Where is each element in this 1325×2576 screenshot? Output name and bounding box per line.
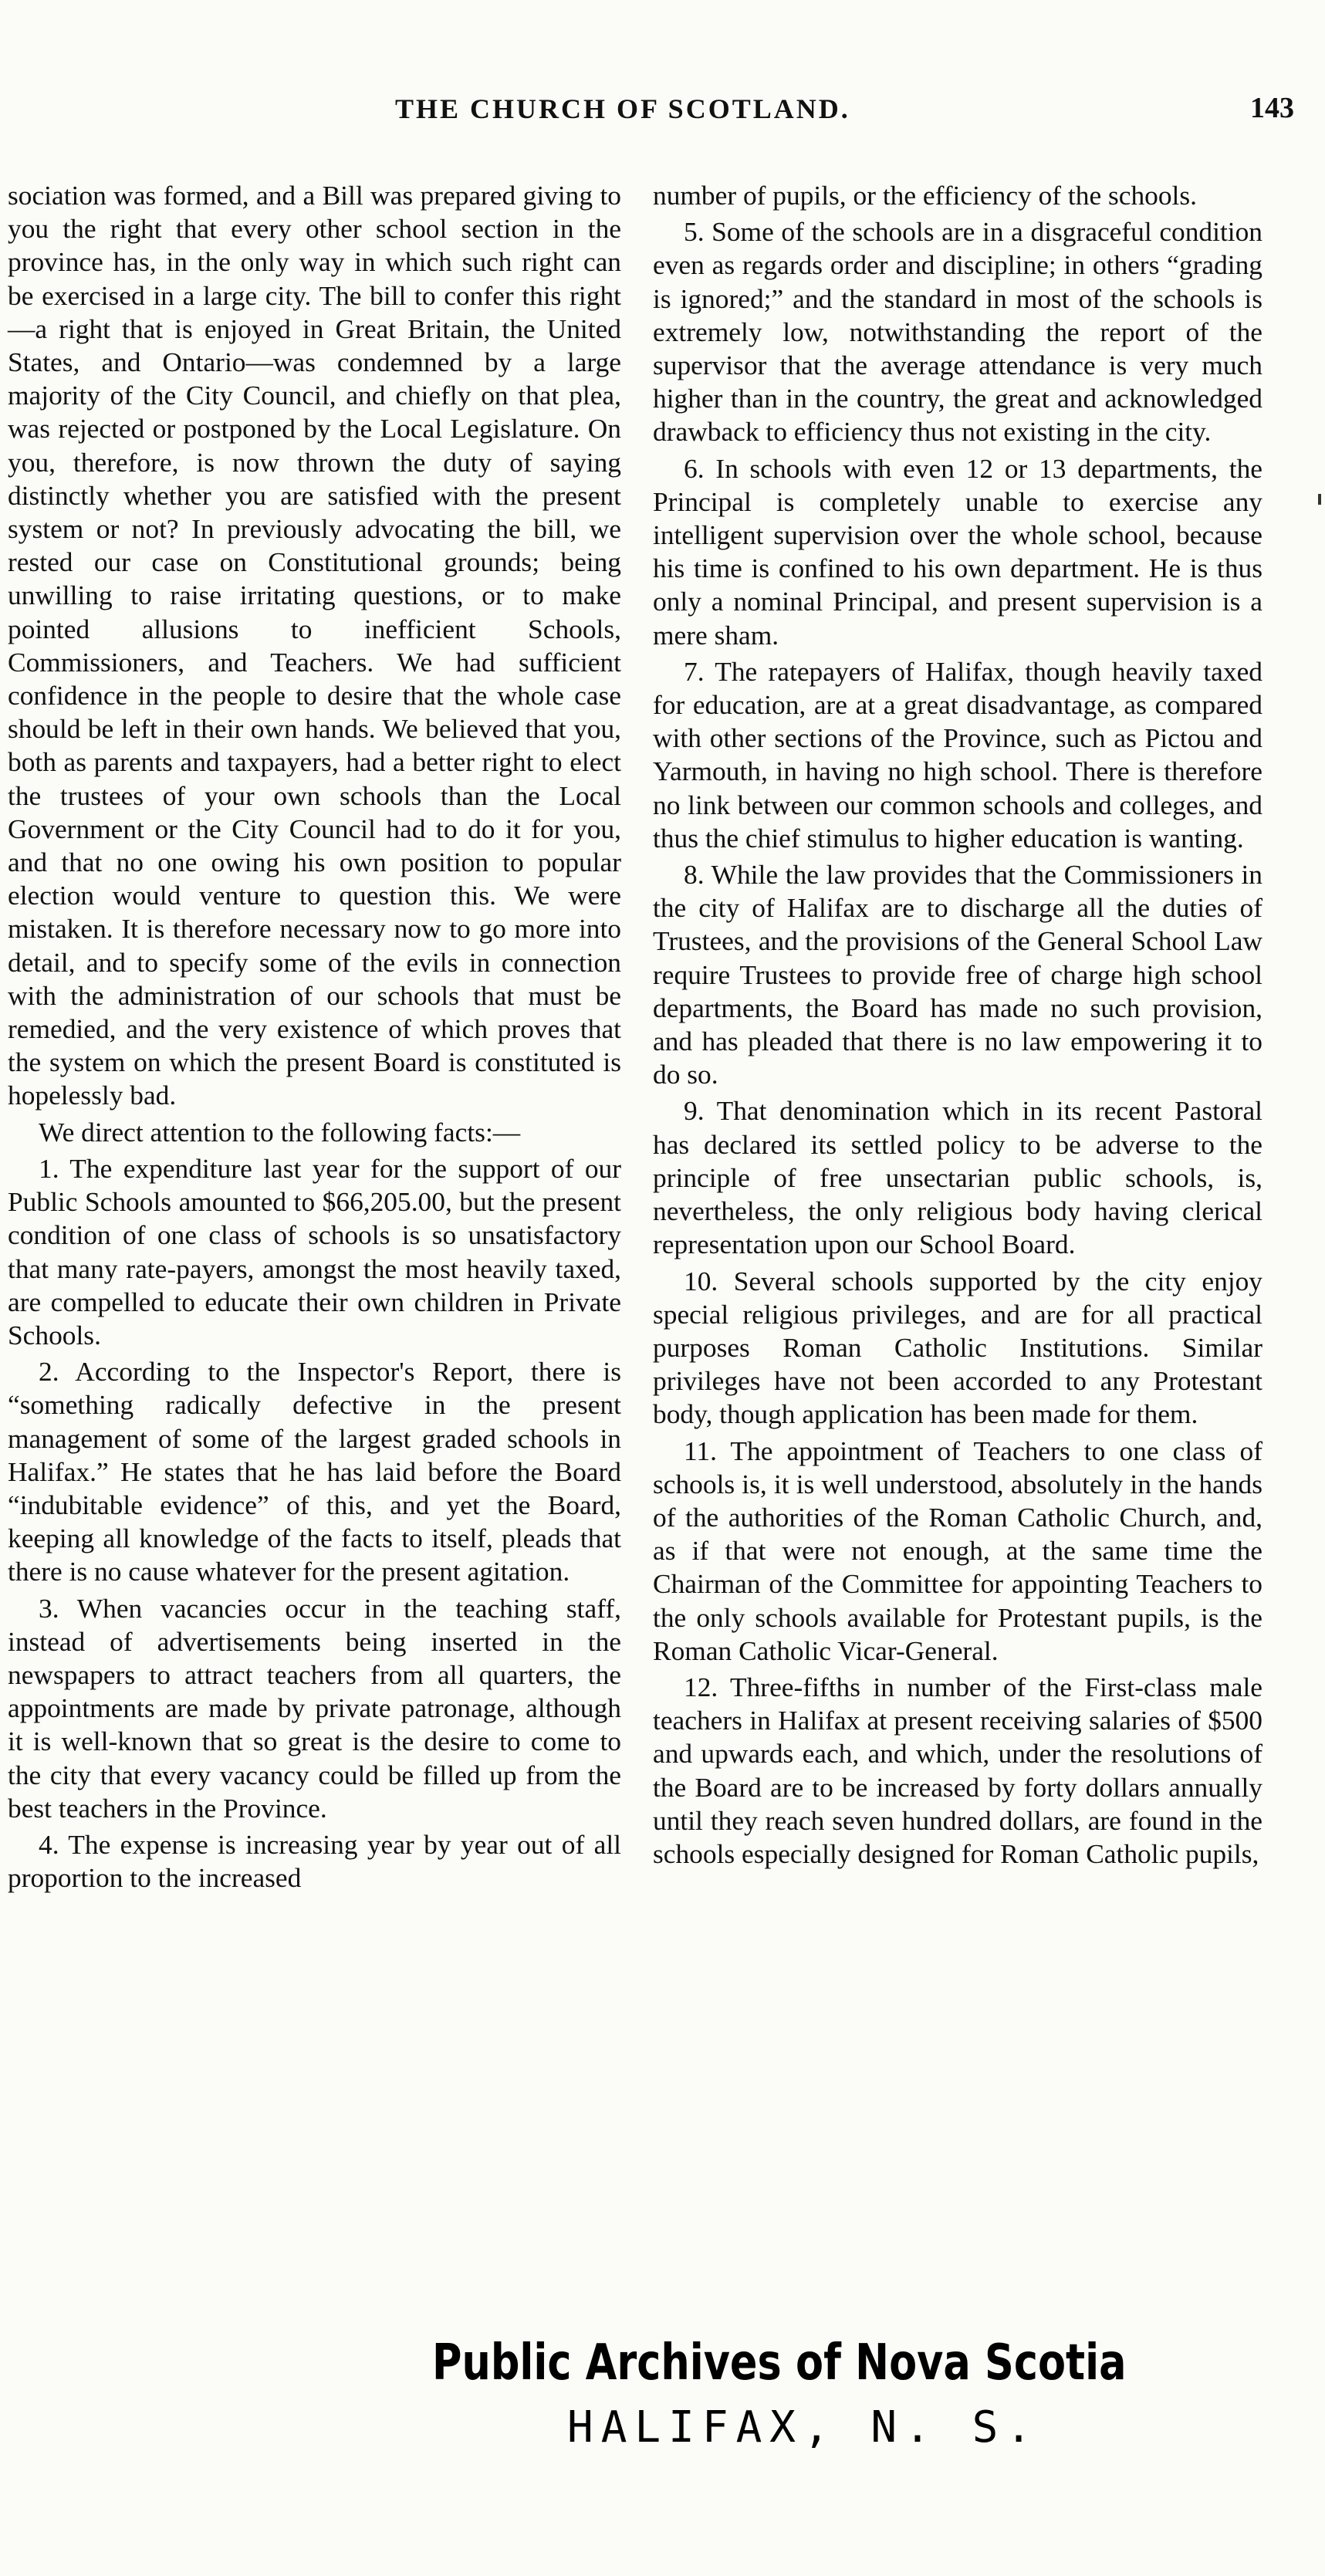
paragraph-fact-10: 10. Several schools supported by the city enjoy special religious privileges, and are for all practical purposes Roman Catholic Institutions. Similar privileges have not been accorded to any Protestant body, though application has been made for them. [653,1265,1262,1430]
paragraph-fact-4-continuation: number of pupils, or the efficiency of the schools. [653,180,1198,211]
running-title: THE CHURCH OF SCOTLAND. [395,93,850,124]
paragraph-fact-6: 6. In schools with even 12 or 13 departments, the Principal is completely unable to exercise any intelligent supervision over the whole school, because his time is confined to his own department. He is thus only a nominal Principal, and present supervision is a mere sham. [653,452,1262,651]
margin-mark [1318,494,1321,505]
paragraph-fact-1: 1. The expenditure last year for the support of our Public Schools amounted to $66,205.00, but the present condition of one class of schools is so unsatisfactory that many rate-payers, amongst the most heavily taxed, are compelled to educate their own children in Private Schools. [8,1152,621,1351]
archive-stamp-location: HALIFAX, N. S. [567,2402,1040,2453]
paragraph-fact-5: 5. Some of the schools are in a disgraceful condition even as regards order and discipline; in others “grading is ignored;” and the standard in most of the schools is extremely low, notwithstanding the report of the supervisor that the average attendance is very much higher than in the country, the great and acknowledged drawback to efficiency thus not existing in the city. [653,216,1262,448]
archive-stamp-name: Public Archives of Nova Scotia [432,2334,1127,2392]
paragraph-fact-12: 12. Three-fifths in number of the First-class male teachers in Halifax at present receiving salaries of $500 and upwards each, and which, under the resolutions of the Board are to be increased by forty dollars annually until they reach seven hundred dollars, are found in the schools especially designed for Roman Catholic pupils, [653,1671,1262,1869]
paragraph-fact-2: 2. According to the Inspector's Report, there is “something radically defective in the present management of some of the largest graded schools in Halifax.” He states that he has laid before the Board “indubitable evidence” of this, and yet the Board, keeping all knowledge of the facts to itself, pleads that there is no cause whatever for the present agitation. [8,1356,621,1587]
paragraph-fact-4: 4. The expense is increasing year by year out of all proportion to the increased [8,1828,621,1894]
archive-stamp [432,2334,1127,2453]
right-column [653,179,1262,1874]
left-column [8,179,621,1898]
paragraph-fact-11: 11. The appointment of Teachers to one class of schools is, it is well understood, absolutely in the hands of the authorities of the Roman Catholic Church, and, as if that were not enough, at the same time the Chairman of the Committee for appointing Teachers to the only schools available for Protestant pupils, is the Roman Catholic Vicar-General. [653,1435,1262,1666]
paragraph-fact-8: 8. While the law provides that the Commissioners in the city of Halifax are to discharge all the duties of Trustees, and the provisions of the General School Law require Trustees to provide free of charge high school departments, the Board has made no such provision, and has pleaded that there is no law empowering it to do so. [653,859,1262,1090]
paragraph-facts-lead: We direct attention to the following facts:— [39,1116,521,1148]
paragraph-fact-9: 9. That denomination which in its recent Pastoral has declared its settled policy to be adverse to the principle of free unsectarian public schools, is, nevertheless, the only religious body having clerical representation upon our School Board. [653,1095,1262,1260]
paragraph-intro-continuation: sociation was formed, and a Bill was prepared giving to you the right that every other school section in the province has, in the only way in which such right can be exercised in a large city. The bill to confer this right—a right that is enjoyed in Great Britain, the United States, and Ontario—was condemned by a large majority of the City Council, and chiefly on that plea, was rejected or postponed by the Local Legislature. On you, therefore, is now thrown the duty of saying distinctly whether you are satisfied with the present system or not? In previously advocating the bill, we rested our case on Constitutional grounds; being unwilling to raise irritating questions, or to make pointed allusions to inefficient Schools, Commissioners, and Teachers. We had sufficient confidence in the people to desire that the whole case should be left in their own hands. We believed that you, both as parents and taxpayers, had a better right to elect the trustees of your own schools than the Local Government or the City Council had to do it for you, and that no one owing his own position to popular election would venture to question this. We were mistaken. It is therefore necessary now to go more into detail, and to specify some of the evils in connection with the administration of our schools that must be remedied, and the very existence of which proves that the system on which the present Board is constituted is hopelessly bad. [8,180,621,1111]
page-number: 143 [1250,92,1294,124]
page-header [0,93,1325,139]
paragraph-fact-7: 7. The ratepayers of Halifax, though heavily taxed for education, are at a great disadvantage, as compared with other sections of the Province, such as Pictou and Yarmouth, in having no high school. There is therefore no link between our common schools and colleges, and thus the chief stimulus to higher education is wanting. [653,655,1262,854]
paragraph-fact-3: 3. When vacancies occur in the teaching staff, instead of advertisements being inserted in the newspapers to attract teachers from all quarters, the appointments are made by private patronage, although it is well-known that so great is the desire to come to the city that every vacancy could be filled up from the best teachers in the Province. [8,1592,621,1824]
